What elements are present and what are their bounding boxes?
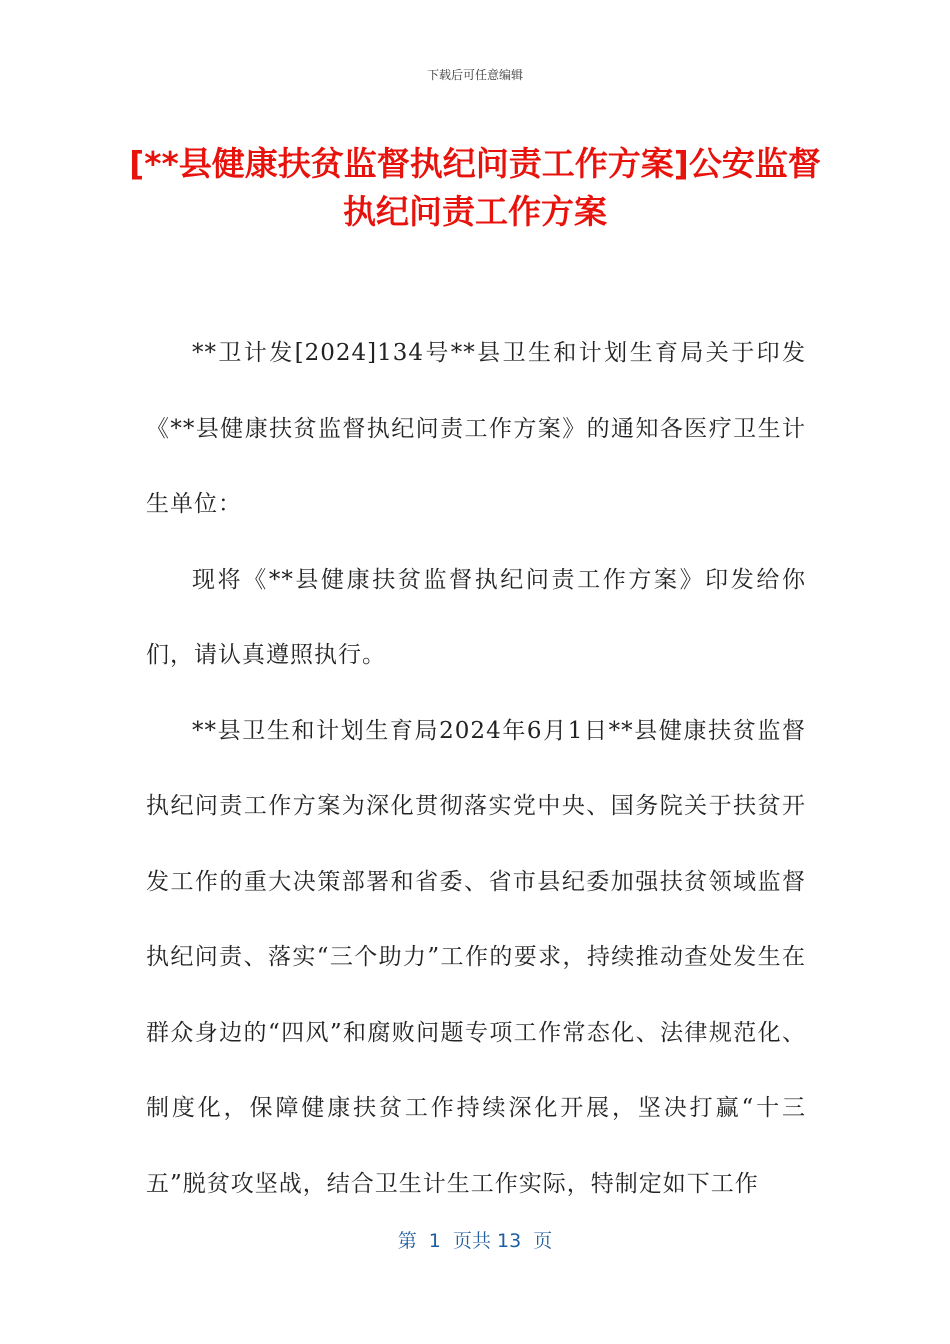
header-note: 下载后可任意编辑 (426, 68, 523, 82)
page-number-footer: 第 1 页共 13 页 (397, 1230, 553, 1252)
paragraph-plan: **县卫生和计划生育局2024年6月1日**县健康扶贫监督执纪问责工作方案为深化贯彻落实党中央、国务院关于扶贫开发工作的重大决策部署和省委、省市县纪委加强扶贫领域监督执纪问责、落实“三个助力”工作的要求，持续推动查处发生在群众身边的“四风”和腐败问题专项工作常态化、法律规范化、制度化，保障健康扶贫工作持续深化开展，坚决打赢“十三五”脱贫攻坚战，结合卫生计生工作实际，特制定如下工作 (146, 717, 806, 1197)
document-title: [**县健康扶贫监督执纪问责工作方案]公安监督执纪问责工作方案 (129, 144, 821, 231)
paragraph-notice: **卫计发[2024]134号**县卫生和计划生育局关于印发《**县健康扶贫监督执纪问责工作方案》的通知各医疗卫生计生单位： (146, 340, 806, 517)
document-body (146, 316, 806, 1222)
paragraph-instruction: 现将《**县健康扶贫监督执纪问责工作方案》印发给你们，请认真遵照执行。 (146, 566, 806, 668)
